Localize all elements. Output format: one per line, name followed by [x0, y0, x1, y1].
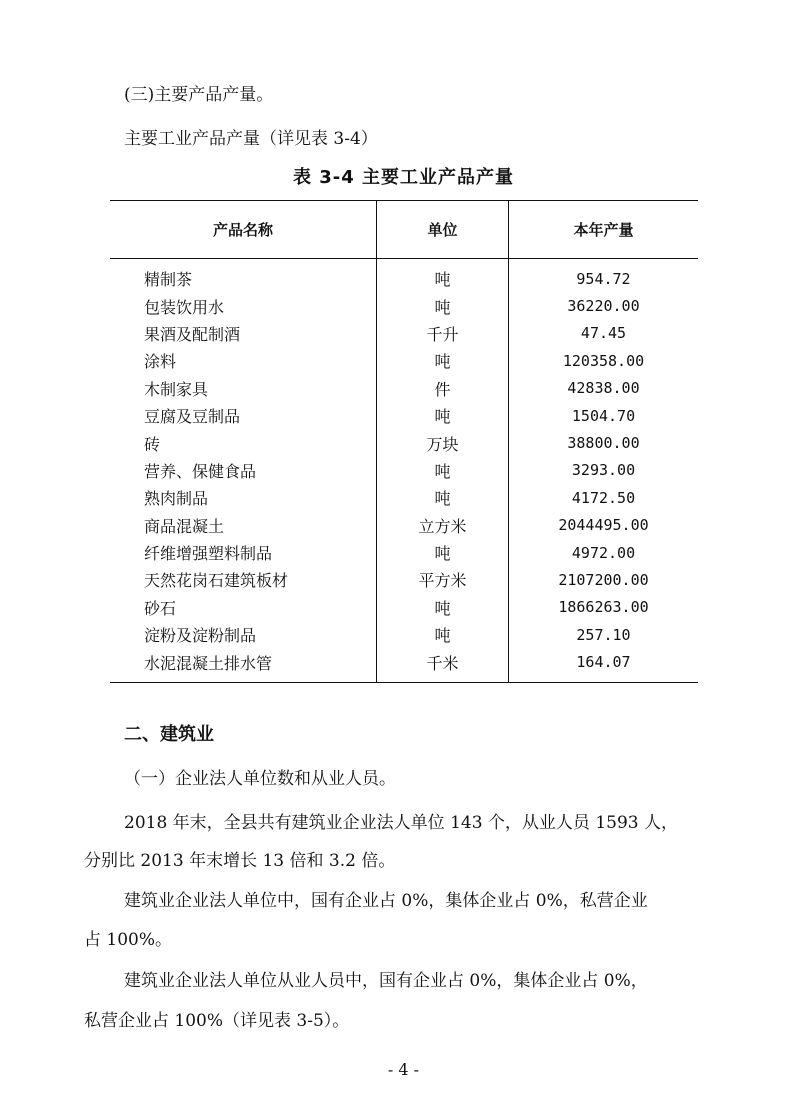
output-value-cell: 164.07: [509, 648, 699, 682]
table-row: [110, 347, 698, 374]
table-row: [110, 566, 698, 593]
product-name-cell: 木制家具: [144, 379, 209, 399]
product-name-cell: 营养、保健食品: [144, 461, 257, 481]
table-row: [110, 539, 698, 566]
unit-cell: 件: [377, 375, 509, 402]
header-annual-output: 本年产量: [509, 201, 699, 259]
header-product-name: 产品名称: [110, 201, 377, 259]
output-value-cell: 2044495.00: [509, 512, 699, 539]
paragraph-line: 私营企业占 100%（详见表 3-5）。: [84, 1011, 350, 1031]
output-value-cell: 4972.00: [509, 539, 699, 566]
table-row: [110, 429, 698, 456]
table-row: [110, 292, 698, 319]
product-name-cell: 砂石: [144, 598, 177, 618]
table-row: [110, 320, 698, 347]
product-name-cell: 熟肉制品: [144, 489, 209, 509]
output-value-cell: 47.45: [509, 320, 699, 347]
output-value-cell: 120358.00: [509, 347, 699, 374]
paragraph-line: 分别比 2013 年末增长 13 倍和 3.2 倍。: [84, 851, 396, 871]
unit-cell: 吨: [377, 539, 509, 566]
product-name-cell: 砖: [144, 434, 161, 454]
product-name-cell: 果酒及配制酒: [144, 324, 241, 344]
unit-cell: 万块: [377, 429, 509, 456]
unit-cell: 千米: [377, 648, 509, 682]
product-name-cell: 水泥混凝土排水管: [110, 648, 377, 682]
product-name-cell: 涂料: [144, 352, 177, 372]
product-name-cell: 纤维增强塑料制品: [144, 544, 273, 564]
unit-cell: 吨: [377, 347, 509, 374]
table-row: [110, 484, 698, 511]
table-row: [110, 402, 698, 429]
unit-cell: 吨: [377, 457, 509, 484]
product-name-cell: 淀粉及淀粉制品: [144, 626, 257, 646]
output-value-cell: 1866263.00: [509, 594, 699, 621]
paragraph-line: 建筑业企业法人单位中，国有企业占 0%，集体企业占 0%，私营企业: [124, 891, 648, 911]
table-row: [110, 621, 698, 648]
paragraph-line: 2018 年末，全县共有建筑业企业法人单位 143 个，从业人员 1593 人，: [124, 813, 678, 833]
unit-cell: 吨: [377, 292, 509, 319]
paragraph-line: 建筑业企业法人单位从业人员中，国有企业占 0%，集体企业占 0%，: [124, 971, 648, 991]
output-value-cell: 1504.70: [509, 402, 699, 429]
unit-cell: 吨: [377, 402, 509, 429]
paragraph-subheading: （一）企业法人单位数和从业人员。: [124, 769, 396, 789]
subheading-main-products: (三)主要产品产量。: [124, 85, 274, 105]
unit-cell: 千升: [377, 320, 509, 347]
output-value-cell: 38800.00: [509, 429, 699, 456]
table-caption: 表 3-4 主要工业产品产量: [292, 167, 515, 188]
table-row: [110, 648, 698, 682]
table-intro-text: 主要工业产品产量（详见表 3-4）: [124, 129, 378, 149]
table-header-row: [110, 201, 698, 259]
unit-cell: 吨: [377, 259, 509, 293]
section-title-construction: 二、建筑业: [124, 724, 214, 745]
output-value-cell: 4172.50: [509, 484, 699, 511]
output-value-cell: 36220.00: [509, 292, 699, 319]
output-value-cell: 2107200.00: [509, 566, 699, 593]
table-row: [110, 594, 698, 621]
unit-cell: 吨: [377, 594, 509, 621]
output-value-cell: 257.10: [509, 621, 699, 648]
product-name-cell: 商品混凝土: [144, 516, 225, 536]
output-value-cell: 954.72: [509, 259, 699, 293]
product-name-cell: 包装饮用水: [144, 297, 225, 317]
unit-cell: 吨: [377, 621, 509, 648]
industrial-products-table: [110, 200, 698, 683]
table-row: [110, 375, 698, 402]
table-row: [110, 512, 698, 539]
product-name-cell: 天然花岗石建筑板材: [144, 571, 289, 591]
table-row: [110, 457, 698, 484]
paragraph-line: 占 100%。: [84, 930, 173, 950]
unit-cell: 平方米: [377, 566, 509, 593]
product-name-cell: 精制茶: [144, 270, 193, 290]
output-value-cell: 3293.00: [509, 457, 699, 484]
table-row: [110, 259, 698, 293]
header-unit: 单位: [377, 201, 509, 259]
unit-cell: 立方米: [377, 512, 509, 539]
page-number: - 4 -: [387, 1060, 420, 1079]
table-body: [110, 259, 698, 683]
output-value-cell: 42838.00: [509, 375, 699, 402]
unit-cell: 吨: [377, 484, 509, 511]
product-name-cell: 豆腐及豆制品: [144, 407, 241, 427]
